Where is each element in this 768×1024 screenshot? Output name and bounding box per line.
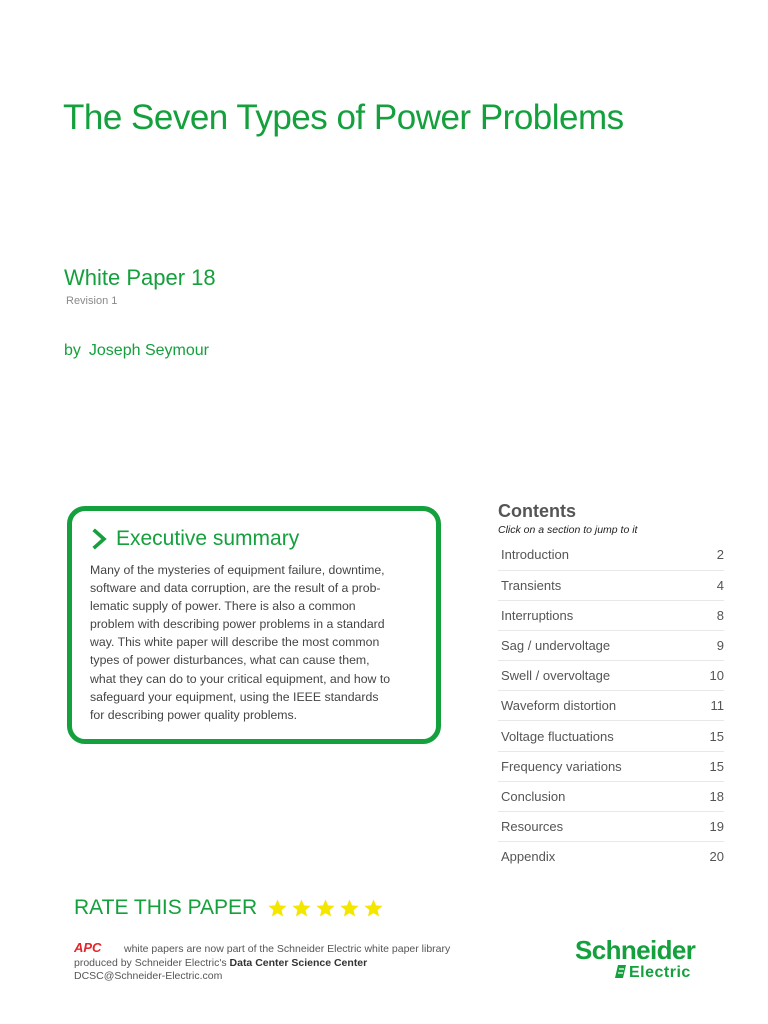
chevron-right-icon [90,528,110,550]
star-rating [267,898,387,919]
white-paper-number: White Paper 18 [64,265,216,290]
toc-item-page: 11 [710,698,724,714]
star-icon[interactable] [315,898,336,919]
footer-library-text: white papers are now part of the Schneider Electric white paper library [124,943,451,955]
toc-item-transients[interactable] [498,571,724,601]
rate-label: RATE THIS PAPER [74,896,258,919]
toc-item-page: 9 [716,638,724,654]
summary-line: types of power disturbances, what can cause them, [90,653,370,668]
toc-item-page: 18 [709,788,724,804]
life-is-on-icon [615,965,626,978]
toc-item-page: 20 [709,849,724,865]
summary-line: way. This white paper will describe the most common [90,635,380,650]
summary-line: what they can do to your critical equipment, and how to [90,671,391,686]
toc-item-waveform-distortion[interactable] [498,691,724,721]
toc-item-page: 2 [716,547,724,562]
toc-list [498,539,724,872]
author-name: Joseph Seymour [88,342,209,359]
schneider-electric-logo [574,934,714,980]
toc-item-page: 15 [709,758,724,774]
toc-item-page: 19 [709,818,724,834]
star-icon[interactable] [291,898,312,919]
contents-title: Contents [498,501,576,521]
toc-item-page: 4 [716,578,724,594]
executive-summary-header [90,525,418,553]
footer-email[interactable]: DCSC@Schneider-Electric.com [74,970,223,982]
footer-produced-by: produced by Schneider Electric's [74,956,227,969]
toc-item-interruptions[interactable] [498,601,724,631]
author-byline [64,342,209,360]
by-label: by [64,342,81,359]
summary-line: for describing power quality problems. [90,707,298,722]
toc-item-label: Swell / overvoltage [501,668,611,684]
svg-text:APC: APC [74,941,102,953]
toc-item-appendix[interactable] [498,842,724,872]
toc-item-label: Sag / undervoltage [501,638,611,654]
toc-item-label: Voltage fluctuations [501,728,614,744]
toc-item-label: Resources [501,818,564,834]
toc-item-resources[interactable] [498,812,724,842]
executive-summary-heading: Executive summary [116,527,300,550]
toc-item-page: 10 [709,668,724,684]
svg-text:Electric: Electric [629,964,691,980]
footer-dcsc-name: Data Center Science Center [229,956,368,969]
toc-item-label: Interruptions [501,608,574,624]
footer-line-2 [74,957,450,971]
star-icon[interactable] [339,898,360,919]
toc-item-conclusion[interactable] [498,782,724,812]
toc-item-page: 15 [709,728,724,744]
document-title: The Seven Types of Power Problems [63,98,624,137]
toc-item-label: Transients [501,578,562,594]
summary-line: software and data corruption, are the result of a prob- [90,581,381,596]
toc-item-label: Conclusion [501,788,566,804]
toc-item-swell-overvoltage[interactable] [498,661,724,691]
executive-summary-box [67,506,441,744]
summary-line: safeguard your equipment, using the IEEE standards [90,689,379,704]
star-icon[interactable] [363,898,384,919]
toc-item-label: Frequency variations [501,758,622,774]
toc-item-voltage-fluctuations[interactable] [498,721,724,751]
apc-logo [74,941,122,953]
svg-text:Schneider: Schneider [575,935,696,965]
table-of-contents [498,501,724,872]
toc-item-label: Introduction [501,547,569,562]
toc-item-frequency-variations[interactable] [498,752,724,782]
summary-line: problem with describing power problems in a standard [90,617,385,632]
toc-item-label: Waveform distortion [501,698,617,714]
summary-line: lematic supply of power. There is also a common [90,599,356,614]
toc-item-introduction[interactable] [498,539,724,571]
footer-note [74,941,450,984]
toc-item-page: 8 [716,608,724,624]
footer-line-1 [74,941,450,957]
rate-this-paper [74,896,387,920]
executive-summary-text [90,561,418,724]
star-icon[interactable] [267,898,288,919]
revision-label: Revision 1 [66,295,118,307]
toc-item-sag-undervoltage[interactable] [498,631,724,661]
toc-item-label: Appendix [501,849,556,865]
summary-line: Many of the mysteries of equipment failure, downtime, [90,563,385,577]
contents-subtitle: Click on a section to jump to it [498,524,638,536]
